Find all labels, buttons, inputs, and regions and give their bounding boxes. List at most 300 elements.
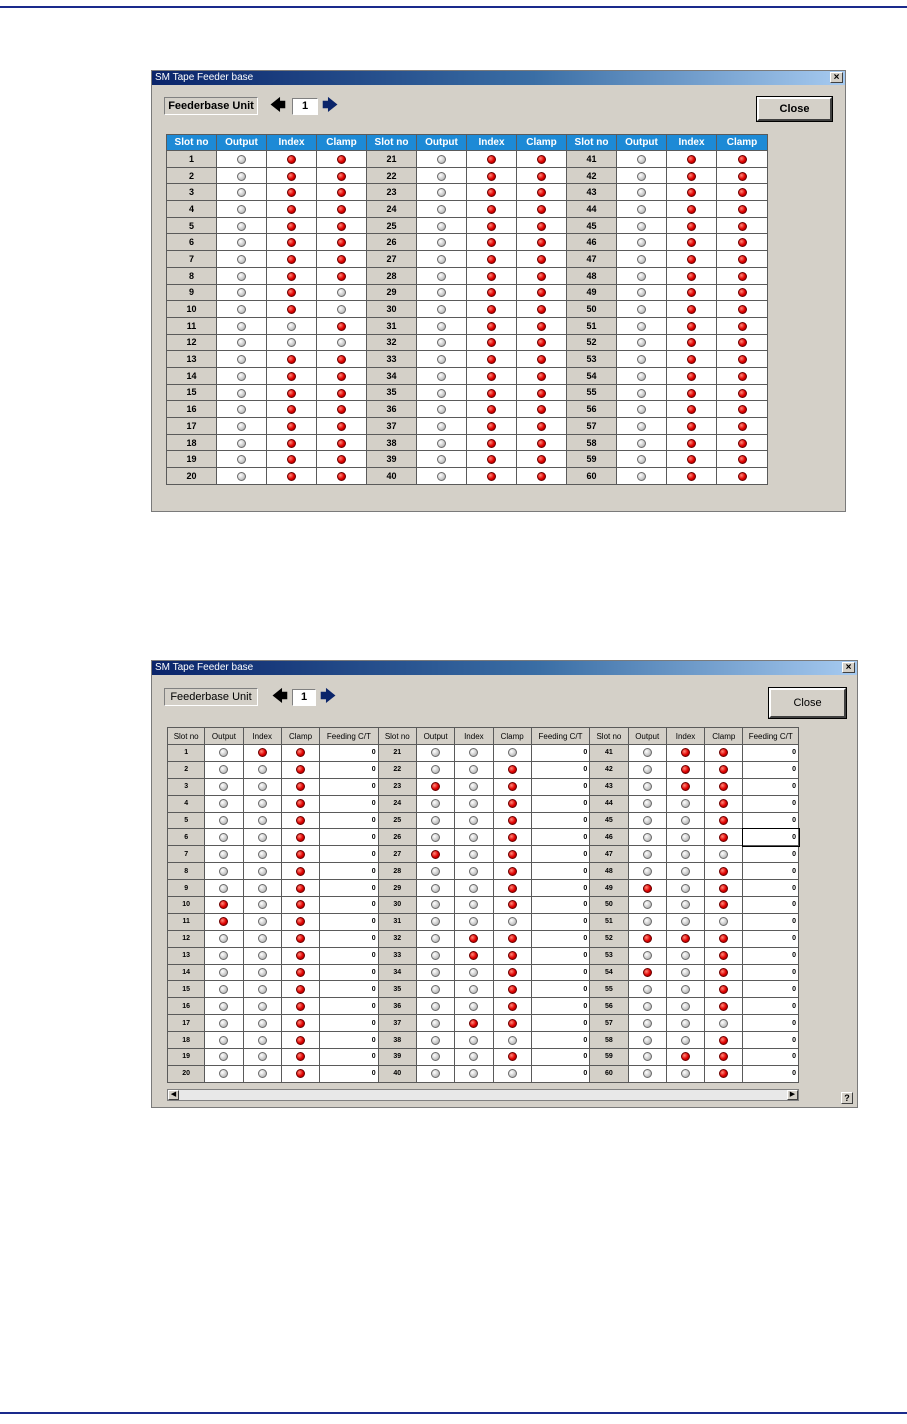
led-on-icon: [719, 884, 728, 893]
table-row: [167, 251, 768, 268]
table-row: [168, 1032, 799, 1049]
status-cell: [717, 151, 768, 168]
status-cell: [493, 863, 531, 880]
slot-number-cell: 51: [590, 913, 628, 930]
status-cell: [467, 367, 517, 384]
status-cell: [517, 201, 567, 218]
status-cell: [493, 795, 531, 812]
slot-number-cell: 11: [168, 913, 205, 930]
status-cell: [455, 981, 493, 998]
led-off-icon: [681, 951, 690, 960]
led-on-icon: [487, 155, 496, 164]
status-cell: [243, 745, 281, 762]
slot-number-cell: 60: [590, 1065, 628, 1082]
led-off-icon: [219, 1002, 228, 1011]
status-cell: [667, 468, 717, 485]
led-on-icon: [537, 355, 546, 364]
led-on-icon: [296, 833, 305, 842]
status-cell: [617, 234, 667, 251]
feeding-count-cell: 0: [743, 897, 799, 914]
status-cell: [667, 151, 717, 168]
slot-number-cell: 18: [167, 434, 217, 451]
led-on-icon: [337, 255, 346, 264]
status-cell: [628, 778, 666, 795]
feeding-count-cell: 0: [531, 795, 589, 812]
led-off-icon: [237, 222, 246, 231]
status-cell: [417, 451, 467, 468]
status-cell: [267, 217, 317, 234]
led-on-icon: [337, 422, 346, 431]
status-cell: [517, 217, 567, 234]
feeding-count-cell: 0: [531, 1065, 589, 1082]
status-cell: [493, 897, 531, 914]
status-cell: [667, 167, 717, 184]
status-cell: [267, 384, 317, 401]
led-off-icon: [637, 205, 646, 214]
status-cell: [281, 880, 319, 897]
led-on-icon: [687, 272, 696, 281]
status-cell: [493, 812, 531, 829]
led-off-icon: [219, 833, 228, 842]
led-off-icon: [637, 338, 646, 347]
feeding-count-cell: 0: [320, 964, 378, 981]
status-cell: [493, 998, 531, 1015]
status-cell: [667, 351, 717, 368]
status-cell: [467, 167, 517, 184]
status-cell: [416, 812, 454, 829]
status-cell: [205, 947, 243, 964]
column-header: Slot no: [590, 728, 628, 745]
status-cell: [243, 947, 281, 964]
table-row: [167, 284, 768, 301]
led-on-icon: [738, 172, 747, 181]
status-cell: [717, 251, 768, 268]
status-cell: [267, 317, 317, 334]
status-cell: [455, 1015, 493, 1032]
slot-number-cell: 45: [567, 217, 617, 234]
status-cell: [281, 981, 319, 998]
status-cell: [455, 1049, 493, 1066]
scroll-left-icon[interactable]: ◀: [168, 1090, 179, 1100]
table-row: [167, 451, 768, 468]
status-cell: [628, 1065, 666, 1082]
status-cell: [467, 401, 517, 418]
slot-number-cell: 33: [378, 947, 416, 964]
led-on-icon: [508, 816, 517, 825]
led-on-icon: [296, 782, 305, 791]
led-on-icon: [719, 1052, 728, 1061]
right-arrow-icon[interactable]: 🡆: [320, 688, 336, 705]
led-on-icon: [738, 205, 747, 214]
column-header: Output: [617, 135, 667, 151]
led-off-icon: [719, 1019, 728, 1028]
led-on-icon: [508, 968, 517, 977]
feeding-count-cell: 0: [743, 947, 799, 964]
led-off-icon: [643, 799, 652, 808]
led-on-icon: [487, 255, 496, 264]
status-cell: [455, 795, 493, 812]
table-row: [167, 301, 768, 318]
unit-number-field[interactable]: 1: [292, 98, 318, 115]
slot-number-cell: 24: [367, 201, 417, 218]
led-on-icon: [681, 765, 690, 774]
column-header: Output: [628, 728, 666, 745]
feeding-count-cell: 0: [531, 947, 589, 964]
led-off-icon: [469, 833, 478, 842]
status-cell: [666, 1015, 704, 1032]
column-header: Index: [467, 135, 517, 151]
column-header: Feeding C/T: [531, 728, 589, 745]
slot-number-cell: 9: [168, 880, 205, 897]
led-on-icon: [687, 305, 696, 314]
led-on-icon: [537, 255, 546, 264]
slot-number-cell: 4: [167, 201, 217, 218]
led-on-icon: [687, 439, 696, 448]
slot-number-cell: 1: [168, 745, 205, 762]
led-off-icon: [469, 985, 478, 994]
status-cell: [517, 384, 567, 401]
help-button[interactable]: ?: [841, 1092, 853, 1104]
status-cell: [667, 201, 717, 218]
led-off-icon: [219, 799, 228, 808]
led-off-icon: [337, 338, 346, 347]
slot-status-table: [167, 727, 799, 1083]
status-cell: [243, 981, 281, 998]
status-cell: [666, 761, 704, 778]
led-on-icon: [681, 934, 690, 943]
led-off-icon: [237, 405, 246, 414]
status-cell: [617, 451, 667, 468]
status-cell: [666, 778, 704, 795]
led-off-icon: [681, 884, 690, 893]
led-off-icon: [469, 748, 478, 757]
led-on-icon: [719, 1002, 728, 1011]
led-on-icon: [738, 422, 747, 431]
status-cell: [243, 761, 281, 778]
led-off-icon: [637, 305, 646, 314]
close-button[interactable]: Close: [769, 688, 846, 718]
horizontal-scrollbar[interactable]: [167, 1089, 799, 1101]
feeding-count-cell: 0: [531, 1049, 589, 1066]
status-cell: [317, 301, 367, 318]
status-cell: [628, 1049, 666, 1066]
led-on-icon: [719, 1069, 728, 1078]
status-cell: [217, 401, 267, 418]
led-off-icon: [431, 968, 440, 977]
status-cell: [493, 778, 531, 795]
led-off-icon: [258, 1019, 267, 1028]
led-on-icon: [719, 748, 728, 757]
slot-number-cell: 48: [590, 863, 628, 880]
led-off-icon: [219, 1036, 228, 1045]
status-cell: [281, 1015, 319, 1032]
led-off-icon: [643, 917, 652, 926]
status-cell: [416, 829, 454, 846]
right-arrow-icon[interactable]: 🡆: [322, 97, 338, 114]
led-on-icon: [337, 472, 346, 481]
table-row: [167, 401, 768, 418]
led-on-icon: [287, 472, 296, 481]
slot-number-cell: 39: [367, 451, 417, 468]
left-arrow-icon[interactable]: 🡄: [272, 688, 288, 705]
led-on-icon: [287, 422, 296, 431]
led-off-icon: [237, 439, 246, 448]
led-on-icon: [287, 255, 296, 264]
status-cell: [667, 367, 717, 384]
feeding-count-cell: 0: [531, 981, 589, 998]
led-off-icon: [431, 985, 440, 994]
slot-number-cell: 26: [378, 829, 416, 846]
status-cell: [417, 418, 467, 435]
status-cell: [717, 184, 768, 201]
status-cell: [281, 795, 319, 812]
led-off-icon: [237, 155, 246, 164]
status-cell: [667, 267, 717, 284]
led-off-icon: [258, 1069, 267, 1078]
led-off-icon: [643, 985, 652, 994]
slot-number-cell: 13: [167, 351, 217, 368]
led-off-icon: [437, 238, 446, 247]
led-off-icon: [237, 305, 246, 314]
status-cell: [417, 151, 467, 168]
led-off-icon: [258, 1036, 267, 1045]
led-on-icon: [537, 422, 546, 431]
led-on-icon: [738, 372, 747, 381]
status-cell: [416, 745, 454, 762]
status-cell: [267, 334, 317, 351]
slot-number-cell: 30: [378, 897, 416, 914]
status-cell: [317, 284, 367, 301]
slot-number-cell: 31: [378, 913, 416, 930]
status-cell: [666, 829, 704, 846]
led-off-icon: [469, 917, 478, 926]
table-row: [168, 795, 799, 812]
feeding-count-cell: 0: [743, 745, 799, 762]
status-cell: [617, 367, 667, 384]
led-on-icon: [296, 765, 305, 774]
led-off-icon: [219, 765, 228, 774]
status-cell: [417, 334, 467, 351]
status-cell: [705, 964, 743, 981]
led-on-icon: [287, 372, 296, 381]
slot-number-cell: 23: [367, 184, 417, 201]
status-cell: [243, 964, 281, 981]
led-off-icon: [637, 155, 646, 164]
status-cell: [281, 863, 319, 880]
slot-number-cell: 32: [378, 930, 416, 947]
feeding-count-cell: 0: [320, 998, 378, 1015]
led-on-icon: [681, 1052, 690, 1061]
led-on-icon: [537, 238, 546, 247]
status-cell: [267, 284, 317, 301]
led-off-icon: [431, 934, 440, 943]
led-off-icon: [643, 900, 652, 909]
status-cell: [666, 846, 704, 863]
slot-number-cell: 29: [367, 284, 417, 301]
led-off-icon: [469, 1069, 478, 1078]
led-on-icon: [287, 155, 296, 164]
slot-number-cell: 20: [168, 1065, 205, 1082]
led-on-icon: [537, 455, 546, 464]
slot-number-cell: 22: [367, 167, 417, 184]
led-on-icon: [719, 816, 728, 825]
led-on-icon: [687, 222, 696, 231]
status-cell: [416, 981, 454, 998]
slot-number-cell: 35: [367, 384, 417, 401]
led-off-icon: [219, 1019, 228, 1028]
status-cell: [243, 1065, 281, 1082]
slot-number-cell: 32: [367, 334, 417, 351]
led-on-icon: [287, 222, 296, 231]
table-row: [167, 201, 768, 218]
led-on-icon: [537, 222, 546, 231]
led-off-icon: [508, 917, 517, 926]
led-off-icon: [431, 884, 440, 893]
led-off-icon: [469, 1002, 478, 1011]
status-cell: [666, 812, 704, 829]
slot-number-cell: 27: [378, 846, 416, 863]
status-cell: [267, 201, 317, 218]
scroll-right-icon[interactable]: ▶: [787, 1090, 798, 1100]
slot-number-cell: 38: [367, 434, 417, 451]
led-on-icon: [296, 968, 305, 977]
status-cell: [705, 1015, 743, 1032]
led-off-icon: [469, 782, 478, 791]
close-button[interactable]: Close: [757, 97, 832, 121]
status-cell: [467, 418, 517, 435]
led-off-icon: [431, 765, 440, 774]
led-on-icon: [487, 472, 496, 481]
table-row: [168, 1049, 799, 1066]
led-off-icon: [637, 439, 646, 448]
led-on-icon: [487, 288, 496, 297]
slot-number-cell: 37: [367, 418, 417, 435]
status-cell: [667, 184, 717, 201]
table-row: [167, 351, 768, 368]
led-off-icon: [431, 748, 440, 757]
status-cell: [317, 367, 367, 384]
led-on-icon: [738, 305, 747, 314]
led-on-icon: [537, 472, 546, 481]
column-header: Feeding C/T: [743, 728, 799, 745]
table-row: [168, 812, 799, 829]
status-cell: [467, 201, 517, 218]
table-row: [167, 167, 768, 184]
status-cell: [416, 964, 454, 981]
led-off-icon: [437, 422, 446, 431]
close-icon[interactable]: ×: [830, 72, 843, 83]
led-on-icon: [287, 455, 296, 464]
status-cell: [493, 880, 531, 897]
led-off-icon: [719, 850, 728, 859]
status-cell: [205, 745, 243, 762]
slot-number-cell: 12: [168, 930, 205, 947]
led-on-icon: [337, 372, 346, 381]
status-cell: [243, 880, 281, 897]
led-off-icon: [258, 1002, 267, 1011]
led-on-icon: [508, 867, 517, 876]
status-cell: [416, 1032, 454, 1049]
status-cell: [267, 401, 317, 418]
left-arrow-icon[interactable]: 🡄: [270, 97, 286, 114]
status-cell: [467, 251, 517, 268]
led-off-icon: [237, 355, 246, 364]
feeder-base-window-2: [151, 660, 858, 1108]
led-off-icon: [437, 188, 446, 197]
feeding-count-cell: 0: [320, 795, 378, 812]
status-cell: [667, 451, 717, 468]
status-cell: [617, 401, 667, 418]
status-cell: [667, 301, 717, 318]
led-on-icon: [738, 405, 747, 414]
led-off-icon: [258, 1052, 267, 1061]
led-off-icon: [637, 172, 646, 181]
slot-number-cell: 35: [378, 981, 416, 998]
led-on-icon: [287, 355, 296, 364]
status-cell: [628, 981, 666, 998]
status-cell: [628, 812, 666, 829]
led-off-icon: [431, 867, 440, 876]
feeding-count-cell: 0: [743, 829, 799, 846]
led-off-icon: [681, 799, 690, 808]
status-cell: [628, 745, 666, 762]
feeding-count-cell: 0: [320, 812, 378, 829]
led-off-icon: [681, 867, 690, 876]
close-icon[interactable]: ×: [842, 662, 855, 673]
status-cell: [317, 167, 367, 184]
status-cell: [667, 317, 717, 334]
led-on-icon: [487, 355, 496, 364]
status-cell: [281, 897, 319, 914]
slot-number-cell: 17: [167, 418, 217, 435]
feeding-count-cell: 0: [320, 897, 378, 914]
led-off-icon: [681, 900, 690, 909]
status-cell: [705, 795, 743, 812]
led-on-icon: [296, 748, 305, 757]
led-on-icon: [738, 255, 747, 264]
led-on-icon: [738, 238, 747, 247]
status-cell: [628, 913, 666, 930]
led-off-icon: [258, 917, 267, 926]
led-on-icon: [738, 455, 747, 464]
status-cell: [667, 284, 717, 301]
led-off-icon: [637, 272, 646, 281]
status-cell: [417, 167, 467, 184]
status-cell: [717, 434, 768, 451]
status-cell: [243, 795, 281, 812]
column-header: Clamp: [705, 728, 743, 745]
status-cell: [281, 829, 319, 846]
status-cell: [217, 367, 267, 384]
feeding-count-cell: 0: [743, 964, 799, 981]
slot-number-cell: 23: [378, 778, 416, 795]
slot-number-cell: 7: [168, 846, 205, 863]
led-on-icon: [487, 372, 496, 381]
feeding-count-cell: 0: [743, 1032, 799, 1049]
feeding-count-cell: 0: [320, 981, 378, 998]
status-cell: [717, 334, 768, 351]
status-cell: [717, 418, 768, 435]
led-off-icon: [681, 833, 690, 842]
led-off-icon: [219, 934, 228, 943]
feeding-count-cell: 0: [320, 1032, 378, 1049]
slot-number-cell: 5: [167, 217, 217, 234]
unit-number-field[interactable]: 1: [292, 689, 316, 706]
status-cell: [455, 998, 493, 1015]
slot-number-cell: 18: [168, 1032, 205, 1049]
status-cell: [467, 217, 517, 234]
led-off-icon: [643, 1052, 652, 1061]
